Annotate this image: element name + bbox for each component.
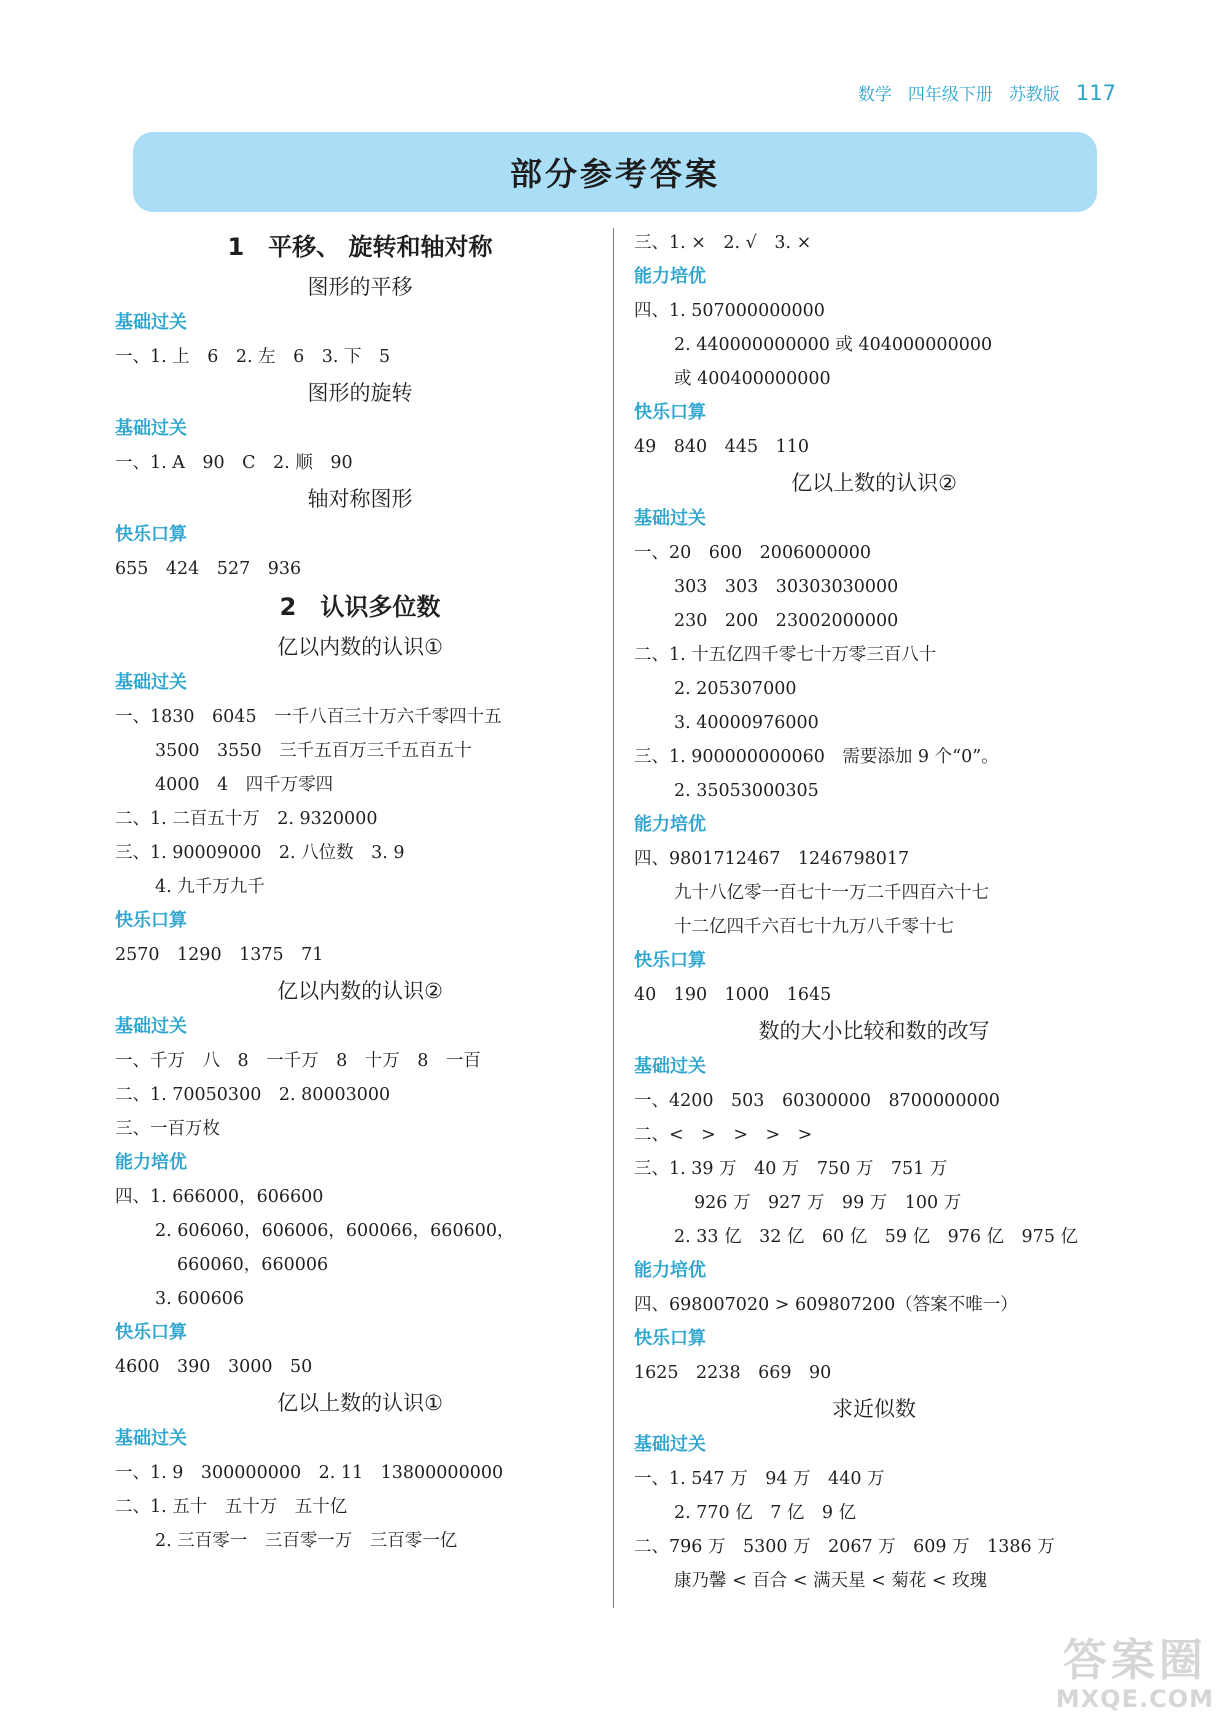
answer-line: 二、796 万 5300 万 2067 万 609 万 1386 万 bbox=[634, 1537, 1055, 1557]
left-column bbox=[115, 226, 605, 1558]
answer-line: 4600 390 3000 50 bbox=[115, 1357, 313, 1377]
answer-line: 二、1. 五十 五十万 五十亿 bbox=[115, 1497, 348, 1517]
answer-line: 或 400400000000 bbox=[674, 369, 831, 389]
answer-line: 二、1. 二百五十万 2. 9320000 bbox=[115, 809, 378, 829]
answer-line: 230 200 23002000000 bbox=[674, 611, 899, 631]
answer-line: 九十八亿零一百七十一万二千四百六十七 bbox=[674, 883, 989, 903]
lesson-title: 轴对称图形 bbox=[307, 487, 413, 511]
answer-line: 3. 600606 bbox=[155, 1289, 245, 1309]
section-label: 能力培优 bbox=[634, 266, 706, 287]
answer-line: 二、1. 70050300 2. 80003000 bbox=[115, 1085, 391, 1105]
page-number: 117 bbox=[1075, 81, 1116, 105]
answer-line: 2. 33 亿 32 亿 60 亿 59 亿 976 亿 975 亿 bbox=[674, 1227, 1079, 1247]
answer-line: 三、1. 90009000 2. 八位数 3. 9 bbox=[115, 843, 405, 863]
section-label: 基础过关 bbox=[115, 418, 187, 439]
section-label: 基础过关 bbox=[634, 1434, 706, 1455]
answer-line: 1625 2238 669 90 bbox=[634, 1363, 832, 1383]
answer-line: 一、1830 6045 一千八百三十万六千零四十五 bbox=[115, 707, 502, 727]
answer-line: 4000 4 四千万零四 bbox=[155, 775, 334, 795]
watermark-text: 答案圈 bbox=[1062, 1635, 1207, 1686]
chapter-title: 2 认识多位数 bbox=[279, 593, 441, 621]
lesson-title: 求近似数 bbox=[832, 1397, 916, 1421]
answer-line: 四、698007020 > 609807200（答案不唯一） bbox=[634, 1295, 1018, 1315]
answer-line: 三、1. 900000000060 需要添加 9 个“0”。 bbox=[634, 747, 999, 767]
answer-line: 40 190 1000 1645 bbox=[634, 985, 832, 1005]
section-label: 基础过关 bbox=[115, 312, 187, 333]
answer-line: 655 424 527 936 bbox=[115, 559, 302, 579]
section-label: 快乐口算 bbox=[634, 950, 706, 971]
answer-line: 十二亿四千六百七十九万八千零十七 bbox=[674, 917, 954, 937]
section-label: 基础过关 bbox=[115, 672, 187, 693]
section-label: 快乐口算 bbox=[634, 402, 706, 423]
answer-line: 一、20 600 2006000000 bbox=[634, 543, 872, 563]
answer-line: 三、一百万枚 bbox=[115, 1119, 220, 1139]
answer-line: 4. 九千万九千 bbox=[155, 877, 265, 897]
section-label: 快乐口算 bbox=[634, 1328, 706, 1349]
answer-line: 二、< > > > > bbox=[634, 1125, 813, 1145]
chapter-title: 1 平移、 旋转和轴对称 bbox=[227, 233, 493, 261]
answer-line: 三、1. 39 万 40 万 750 万 751 万 bbox=[634, 1159, 948, 1179]
lesson-title: 图形的平移 bbox=[307, 275, 413, 299]
answer-line: 2. 三百零一 三百零一万 三百零一亿 bbox=[155, 1531, 458, 1551]
answer-line: 2. 205307000 bbox=[674, 679, 797, 699]
running-header bbox=[858, 80, 1116, 105]
lesson-title: 亿以内数的认识① bbox=[277, 635, 443, 659]
lesson-title: 亿以内数的认识② bbox=[277, 979, 443, 1003]
grade-label: 四年级下册 bbox=[907, 85, 993, 105]
answer-line: 一、1. 547 万 94 万 440 万 bbox=[634, 1469, 885, 1489]
section-label: 能力培优 bbox=[634, 814, 706, 835]
answer-line: 303 303 30303030000 bbox=[674, 577, 899, 597]
subject-label: 数学 bbox=[857, 85, 892, 105]
section-label: 能力培优 bbox=[115, 1152, 187, 1173]
watermark-logo bbox=[1055, 1635, 1214, 1713]
lesson-title: 数的大小比较和数的改写 bbox=[758, 1019, 990, 1043]
answer-line: 四、1. 666000，606600 bbox=[115, 1187, 324, 1207]
answer-line: 926 万 927 万 99 万 100 万 bbox=[694, 1193, 962, 1213]
answer-line: 2. 606060，606006，600066，660600， bbox=[155, 1221, 515, 1241]
answer-line: 49 840 445 110 bbox=[634, 437, 809, 457]
answer-line: 一、1. 9 300000000 2. 11 13800000000 bbox=[115, 1463, 504, 1483]
answer-line: 一、千万 八 8 一千万 8 十万 8 一百 bbox=[115, 1051, 481, 1071]
section-label: 快乐口算 bbox=[115, 1322, 187, 1343]
answer-line: 3. 40000976000 bbox=[674, 713, 819, 733]
answer-line: 二、1. 十五亿四千零七十万零三百八十 bbox=[634, 645, 937, 665]
page-title: 部分参考答案 bbox=[509, 155, 720, 193]
answer-line: 一、1. A 90 C 2. 顺 90 bbox=[115, 453, 353, 473]
answer-line: 2. 440000000000 或 404000000000 bbox=[674, 335, 993, 355]
section-label: 基础过关 bbox=[634, 1056, 706, 1077]
lesson-title: 图形的旋转 bbox=[307, 381, 413, 405]
lesson-title: 亿以上数的认识② bbox=[791, 471, 957, 495]
answer-line: 四、1. 507000000000 bbox=[634, 301, 825, 321]
answer-line: 2570 1290 1375 71 bbox=[115, 945, 324, 965]
column-divider bbox=[613, 228, 614, 1608]
section-label: 快乐口算 bbox=[115, 910, 187, 931]
answer-line: 四、9801712467 1246798017 bbox=[634, 849, 910, 869]
answer-line: 一、1. 上 6 2. 左 6 3. 下 5 bbox=[115, 347, 391, 367]
answer-line: 康乃馨 < 百合 < 满天星 < 菊花 < 玫瑰 bbox=[674, 1571, 988, 1591]
section-label: 基础过关 bbox=[115, 1016, 187, 1037]
answer-line: 一、4200 503 60300000 8700000000 bbox=[634, 1091, 1000, 1111]
answer-line: 三、1. × 2. √ 3. × bbox=[634, 233, 812, 253]
watermark-url: MXQE.COM bbox=[1055, 1685, 1214, 1713]
section-label: 能力培优 bbox=[634, 1260, 706, 1281]
section-label: 基础过关 bbox=[115, 1428, 187, 1449]
lesson-title: 亿以上数的认识① bbox=[277, 1391, 443, 1415]
edition-label: 苏教版 bbox=[1008, 85, 1060, 105]
section-label: 基础过关 bbox=[634, 508, 706, 529]
section-label: 快乐口算 bbox=[115, 524, 187, 545]
answer-line: 2. 770 亿 7 亿 9 亿 bbox=[674, 1503, 857, 1523]
answer-line: 660060，660006 bbox=[177, 1255, 329, 1275]
answer-line: 3500 3550 三千五百万三千五百五十 bbox=[155, 741, 472, 761]
title-banner bbox=[133, 132, 1097, 212]
right-column bbox=[634, 226, 1114, 1598]
answer-line: 2. 35053000305 bbox=[674, 781, 819, 801]
